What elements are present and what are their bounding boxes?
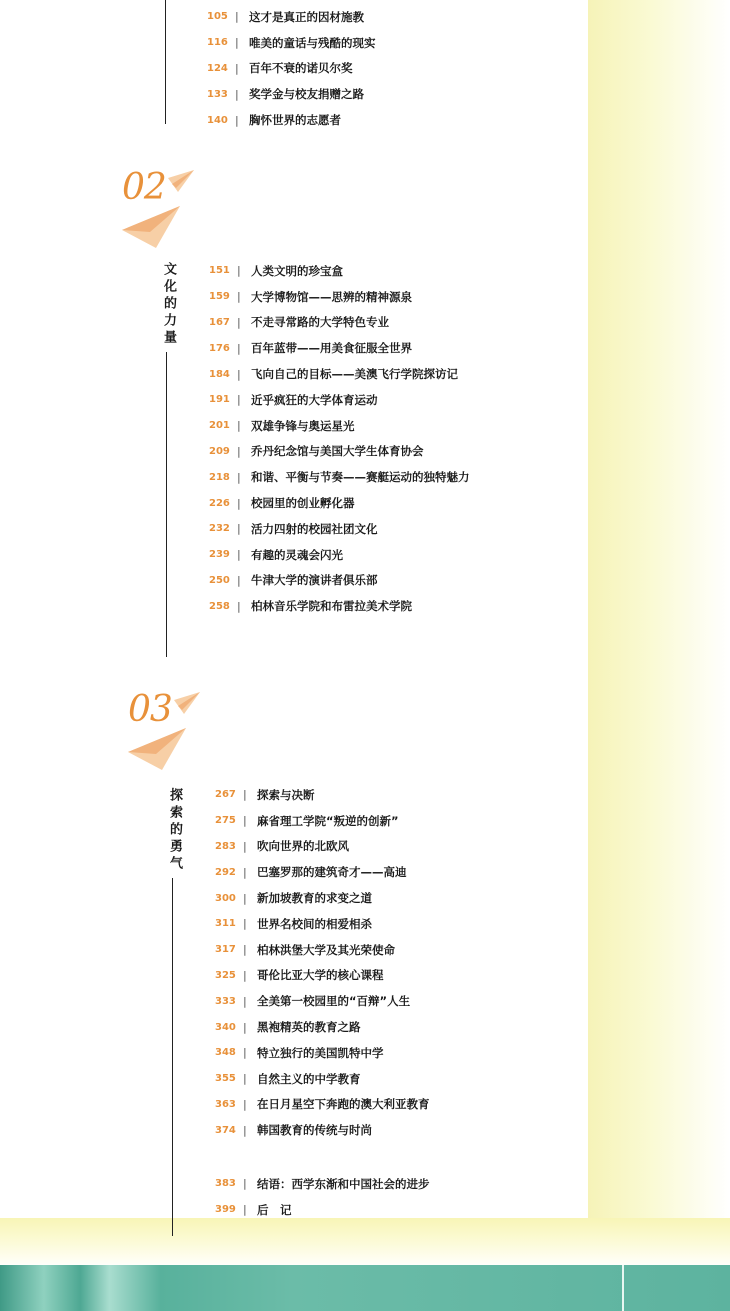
- toc-entry[interactable]: 105 | 这才是真正的因材施教: [207, 9, 364, 24]
- toc-entry[interactable]: 383 | 结语：西学东渐和中国社会的进步: [215, 1176, 430, 1191]
- toc-entry[interactable]: 275 | 麻省理工学院“叛逆的创新”: [215, 813, 399, 828]
- section3-title: 探索的勇气: [167, 788, 182, 873]
- toc-entry[interactable]: 167 | 不走寻常路的大学特色专业: [209, 315, 389, 330]
- toc-entry[interactable]: 218 | 和谐、平衡与节奏——赛艇运动的独特魅力: [209, 470, 470, 485]
- section3-rule: [172, 878, 173, 1236]
- toc-entry[interactable]: 191 | 近乎疯狂的大学体育运动: [209, 392, 378, 407]
- paper-plane-icon: [126, 688, 206, 772]
- section3-number: 03: [128, 689, 172, 730]
- decorative-bottom-band: [0, 1218, 730, 1268]
- section2-toc: [209, 258, 470, 619]
- toc-entry[interactable]: 176 | 百年蓝带——用美食征服全世界: [209, 341, 412, 356]
- toc-entry[interactable]: 348 | 特立独行的美国凯特中学: [215, 1045, 384, 1060]
- toc-entry[interactable]: 355 | 自然主义的中学教育: [215, 1071, 361, 1086]
- decorative-teal-strip: [0, 1265, 730, 1311]
- section2-rule: [166, 352, 167, 657]
- toc-entry[interactable]: 226 | 校园里的创业孵化器: [209, 496, 355, 511]
- section1-toc: [207, 4, 376, 133]
- toc-entry[interactable]: 283 | 吹向世界的北欧风: [215, 839, 349, 854]
- section3-toc: [215, 782, 430, 1143]
- toc-entry[interactable]: 201 | 双雄争锋与奥运星光: [209, 418, 355, 433]
- toc-entry[interactable]: 311 | 世界名校间的相爱相杀: [215, 916, 372, 931]
- toc-entry[interactable]: 267 | 探索与决断: [215, 787, 315, 802]
- toc-entry[interactable]: 116 | 唯美的童话与残酷的现实: [207, 35, 376, 50]
- toc-entry[interactable]: 239 | 有趣的灵魂会闪光: [209, 547, 343, 562]
- toc-entry[interactable]: 184 | 飞向自己的目标——美澳飞行学院探访记: [209, 367, 458, 382]
- toc-entry[interactable]: 292 | 巴塞罗那的建筑奇才——高迪: [215, 865, 407, 880]
- toc-entry[interactable]: 258 | 柏林音乐学院和布雷拉美术学院: [209, 599, 412, 614]
- toc-entry[interactable]: 374 | 韩国教育的传统与时尚: [215, 1123, 372, 1138]
- toc-entry[interactable]: 232 | 活力四射的校园社团文化: [209, 521, 378, 536]
- toc-entry[interactable]: 317 | 柏林洪堡大学及其光荣使命: [215, 942, 395, 957]
- toc-entry[interactable]: 140 | 胸怀世界的志愿者: [207, 113, 341, 128]
- paper-plane-icon: [120, 166, 200, 250]
- toc-entry[interactable]: 151 | 人类文明的珍宝盒: [209, 263, 343, 278]
- section2-title: 文化的力量: [161, 262, 176, 347]
- toc-entry[interactable]: 333 | 全美第一校园里的“百辩”人生: [215, 994, 411, 1009]
- toc-entry[interactable]: 300 | 新加坡教育的求变之道: [215, 891, 372, 906]
- toc-entry[interactable]: 325 | 哥伦比亚大学的核心课程: [215, 968, 384, 983]
- decorative-side-band: [588, 0, 730, 1265]
- strip-divider: [622, 1265, 624, 1311]
- toc-entry[interactable]: 363 | 在日月星空下奔跑的澳大利亚教育: [215, 1097, 430, 1112]
- closing-toc: [215, 1171, 430, 1223]
- toc-entry[interactable]: 209 | 乔丹纪念馆与美国大学生体育协会: [209, 444, 424, 459]
- toc-entry[interactable]: 159 | 大学博物馆——思辨的精神源泉: [209, 289, 412, 304]
- section2-number: 02: [122, 167, 166, 208]
- toc-entry[interactable]: 250 | 牛津大学的演讲者俱乐部: [209, 573, 378, 588]
- toc-entry[interactable]: 340 | 黑袍精英的教育之路: [215, 1020, 361, 1035]
- toc-entry[interactable]: 133 | 奖学金与校友捐赠之路: [207, 87, 364, 102]
- toc-entry[interactable]: 399 | 后 记: [215, 1202, 292, 1217]
- toc-entry[interactable]: 124 | 百年不衰的诺贝尔奖: [207, 61, 353, 76]
- section1-rule: [165, 0, 166, 124]
